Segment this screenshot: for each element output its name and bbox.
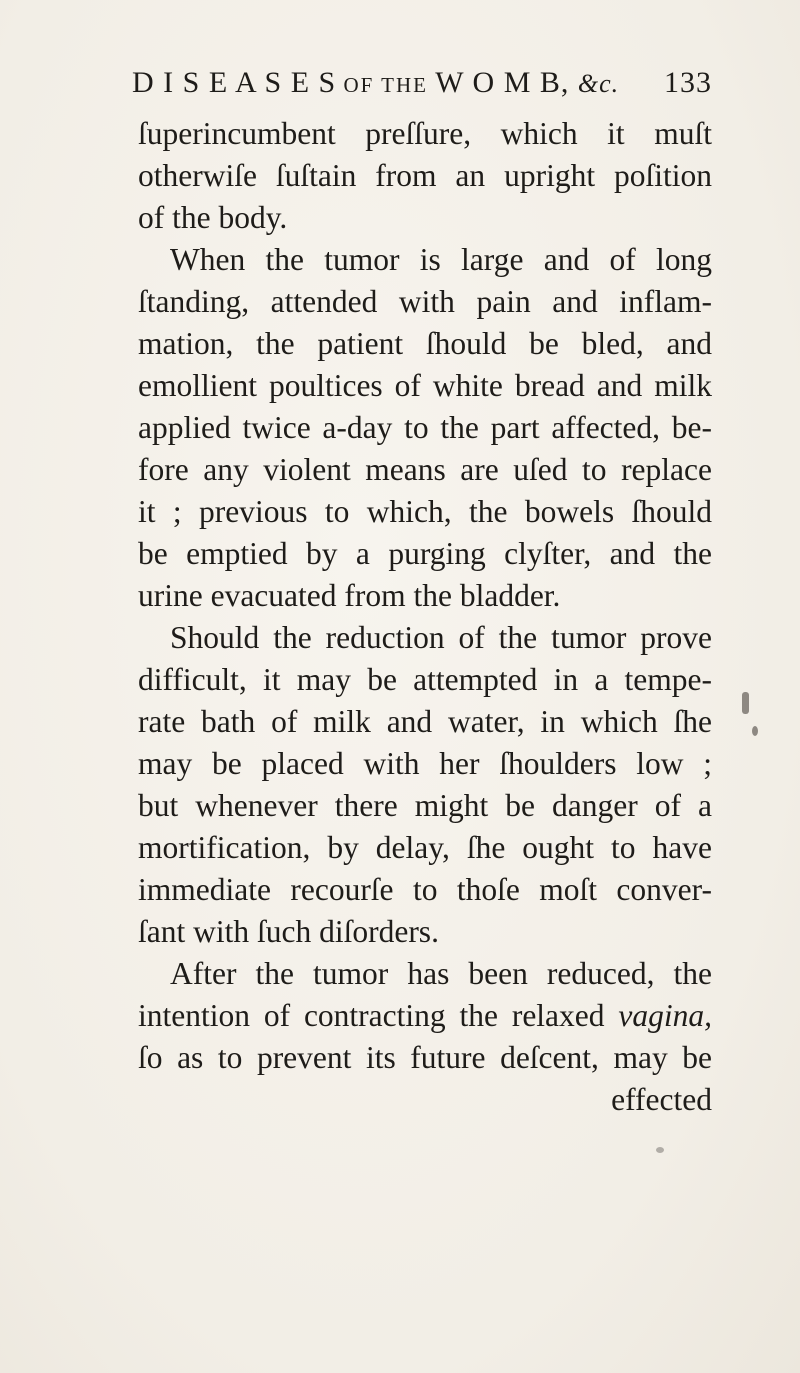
- title-lead: D I S E A S E S: [132, 66, 337, 99]
- text-line: emollient poultices of white bread and milk: [138, 368, 712, 403]
- text-line: ſant with ſuch diſorders.: [138, 914, 439, 949]
- page-number: 133: [664, 66, 712, 99]
- text-line: may be placed with her ſhoulders low ;: [138, 746, 712, 781]
- text-line: but whenever there might be danger of a: [138, 788, 712, 823]
- text-line: When the tumor is large and of long: [170, 242, 712, 277]
- text-line: rate bath of milk and water, in which ſhe: [138, 704, 712, 739]
- ink-blemish: [656, 1147, 664, 1153]
- line-text: intention of contracting the relaxed: [138, 998, 619, 1033]
- ink-blemish: [752, 726, 758, 736]
- italic-word: vagina,: [618, 998, 712, 1033]
- text-line: ſtanding, attended with pain and inflam-: [138, 284, 712, 319]
- text-line: ſo as to prevent its future deſcent, may be: [138, 1040, 712, 1075]
- text-line: mation, the patient ſhould be bled, and: [138, 326, 712, 361]
- text-line: be emptied by a purging clyſter, and the: [138, 536, 712, 571]
- title-womb: W O M B,: [435, 66, 578, 99]
- text-line: Should the reduction of the tumor prove: [170, 620, 712, 655]
- text-line: applied twice a-day to the part affected, be-: [138, 410, 712, 445]
- text-line: urine evacuated from the bladder.: [138, 578, 561, 613]
- text-line: it ; previous to which, the bowels ſhould: [138, 494, 712, 529]
- text-line: difficult, it may be attempted in a tempe-: [138, 662, 712, 697]
- text-line: fore any violent means are uſed to replace: [138, 452, 712, 487]
- title-etc: &c.: [577, 69, 620, 98]
- text-line: mortification, by delay, ſhe ought to have: [138, 830, 712, 865]
- text-line: [138, 994, 712, 1038]
- catchword: effected: [611, 1082, 712, 1117]
- text-line: ſuperincumbent preſſure, which it muſt: [138, 116, 712, 151]
- running-head-title: [132, 66, 619, 100]
- text-line: otherwiſe ſuſtain from an upright poſition: [138, 158, 712, 193]
- text-line: After the tumor has been reduced, the: [170, 956, 712, 991]
- ink-blemish: [742, 692, 749, 714]
- text-line: immediate recourſe to thoſe moſt conver-: [138, 872, 712, 907]
- title-of-the: OF THE: [336, 73, 436, 97]
- text-line: of the body.: [138, 200, 288, 235]
- running-header: [132, 66, 712, 110]
